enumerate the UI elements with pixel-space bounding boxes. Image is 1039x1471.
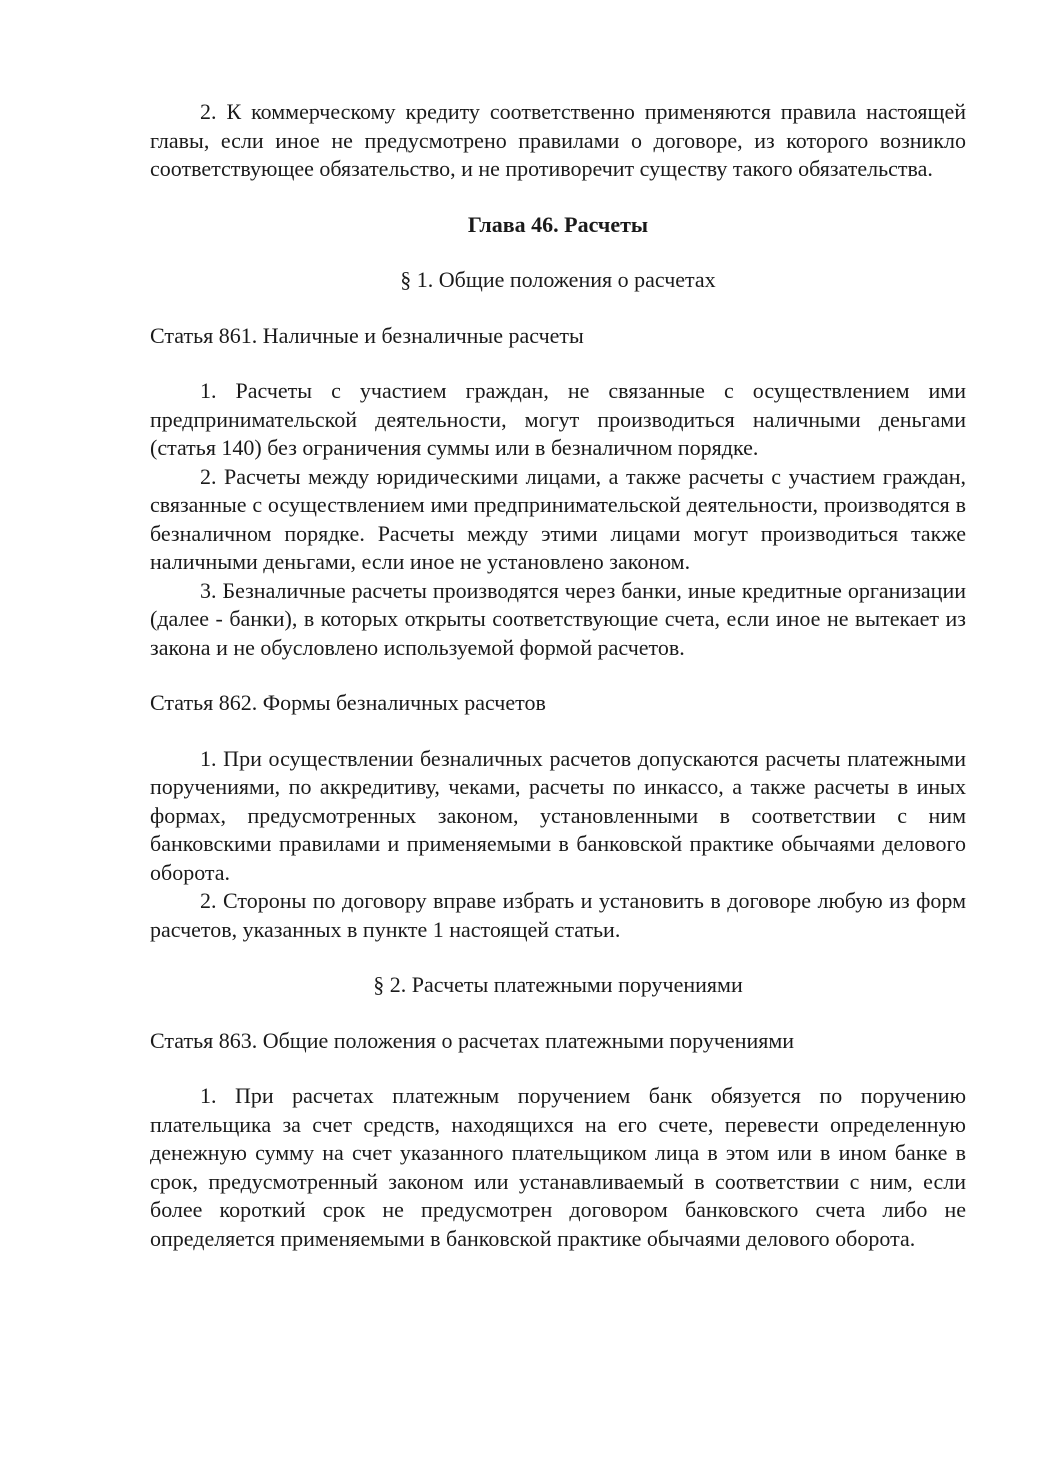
article-861-paragraph-1: 1. Расчеты с участием граждан, не связанные с осуществлением ими предпринимательской деятельности, могут производиться наличными деньгами (статья 140) без ограничения суммы или в безналичном порядке. xyxy=(150,378,966,460)
article-863-title: Статья 863. Общие положения о расчетах платежными поручениями xyxy=(150,1027,795,1053)
article-863-paragraph-1: 1. При расчетах платежным поручением банк обязуется по поручению плательщика за счет средств, находящихся на его счете, перевести определенную денежную сумму на счет указанного плательщиком лица в этом или в ином банке в срок, предусмотренный законом или устанавливаемый в соответствии с ним, если более короткий срок не предусмотрен договором банковского счета либо не определяется применяемыми в банковской практике обычаями делового оборота. xyxy=(150,1083,966,1251)
article-862-paragraph-1: 1. При осуществлении безналичных расчетов допускаются расчеты платежными поручениями, по аккредитиву, чеками, расчеты по инкассо, а также расчеты в иных формах, предусмотренных законом, установленными в соответствии с ним банковскими правилами и применяемыми в банковской практике обычаями делового оборота. xyxy=(150,745,966,885)
paragraph-intro-2: 2. К коммерческому кредиту соответственно применяются правила настоящей главы, если иное не предусмотрено правилами о договоре, из которого возникло соответствующее обязательство, и не противоречит существу такого обязательства. xyxy=(150,99,966,181)
chapter-title: Глава 46. Расчеты xyxy=(467,211,649,237)
article-861-paragraph-3: 3. Безналичные расчеты производятся через банки, иные кредитные организации (далее - банки), в которых открыты соответствующие счета, если иное не вытекает из закона и не обусловлено используемой формой расчетов. xyxy=(150,577,966,660)
article-861-paragraph-2: 2. Расчеты между юридическими лицами, а также расчеты с участием граждан, связанные с осуществлением ими предпринимательской деятельности, производятся в безналичном порядке. Расчеты между этими лицами могут производиться также наличными деньгами, если иное не установлено законом. xyxy=(150,463,966,574)
article-861-title: Статья 861. Наличные и безналичные расчеты xyxy=(150,322,584,348)
article-862-paragraph-2: 2. Стороны по договору вправе избрать и установить в договоре любую из форм расчетов, указанных в пункте 1 настоящей статьи. xyxy=(150,888,966,942)
document-page xyxy=(150,98,966,1253)
article-862-title: Статья 862. Формы безналичных расчетов xyxy=(150,690,546,715)
section-1-title: § 1. Общие положения о расчетах xyxy=(400,267,716,292)
section-2-title: § 2. Расчеты платежными поручениями xyxy=(373,972,743,997)
